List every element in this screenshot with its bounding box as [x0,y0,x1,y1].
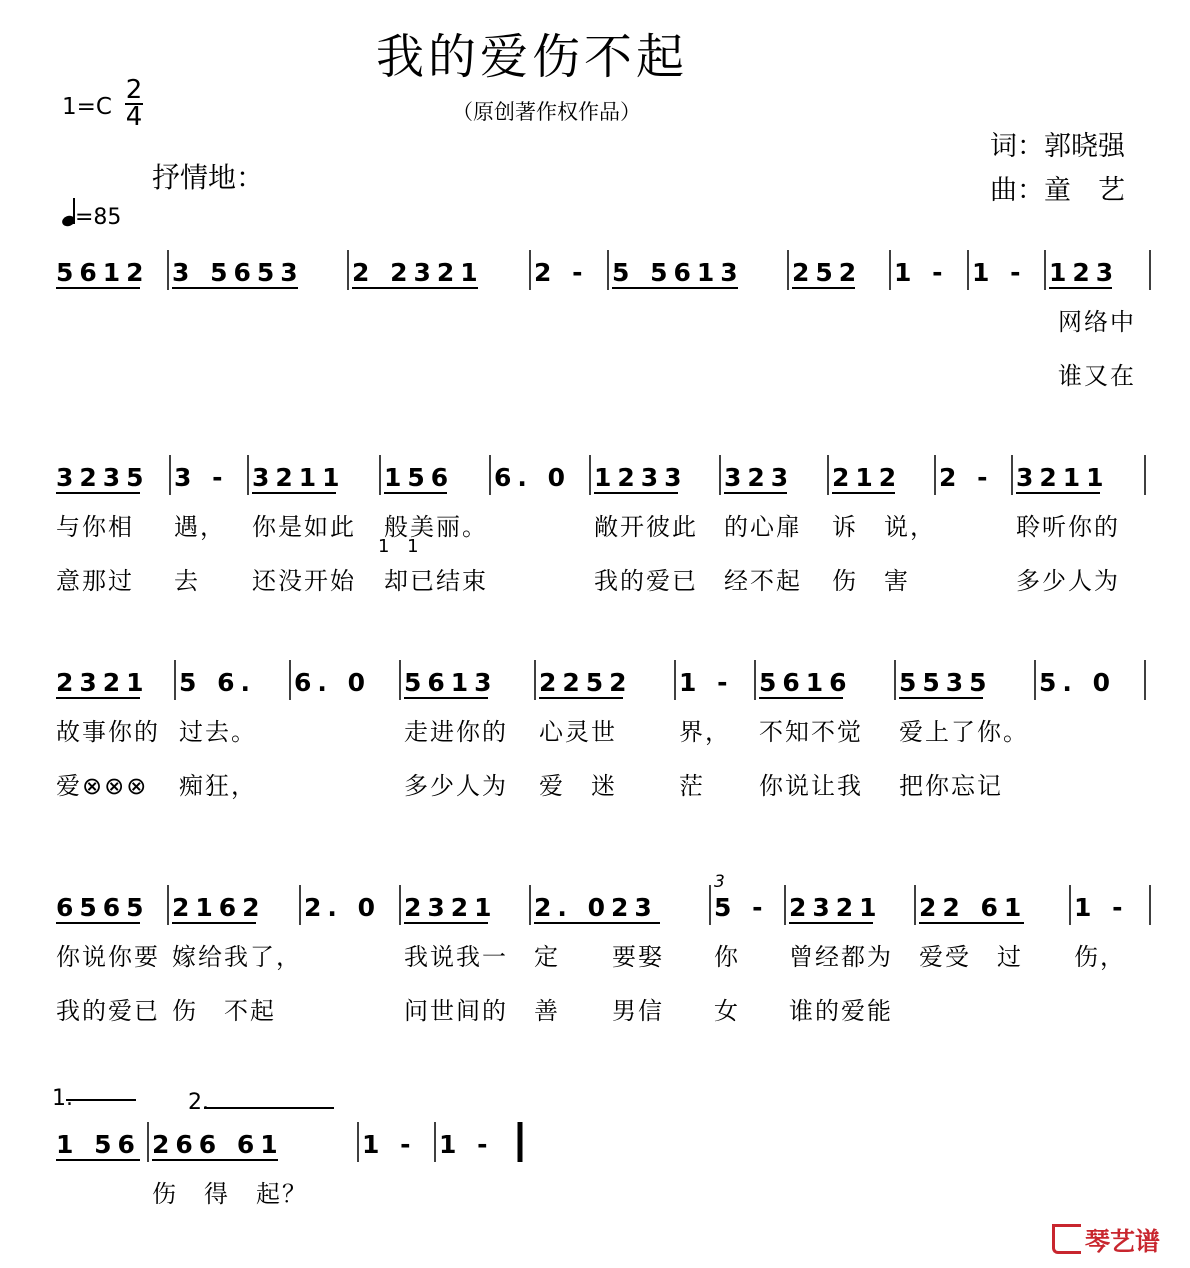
lyric-verse-2: 伤 害 [832,567,910,595]
measure-notes: 22 61 [919,893,1028,922]
lyric-verse-2: 善 男信 [534,997,664,1025]
lyric-verse-2: 多少人为 [404,772,508,800]
lyric-verse-1: 与你相 [56,513,134,541]
lyric-verse-1: 不知不觉 [759,718,863,746]
measure-notes: 1 56 [56,1130,141,1159]
measure-notes: 2 2321 [352,258,484,287]
tempo-value: =85 [75,205,122,230]
lyric-verse-2: 谁又在 [1058,362,1136,390]
score-row-4 [0,885,1190,1025]
tuplet-mark: 3 [714,872,725,892]
logo-mark-icon [1052,1224,1081,1254]
lyric-verse-2: 茫 [679,772,705,800]
composer-credit: 曲：童 艺 [990,175,1125,206]
measure-notes: 1 - [679,668,734,697]
song-subtitle: （原创著作权作品） [452,100,641,124]
measure-notes: 3 - [174,463,229,492]
lyric-verse-1: 网络中 [1058,308,1136,336]
lyric-verse-1: 你 [714,943,740,971]
measure-notes: 2321 [789,893,883,922]
measure-notes: 5 - [714,893,769,922]
lyric-verse-2: 去 [174,567,200,595]
first-ending-label: 1. [52,1086,73,1111]
second-ending-label: 2. [188,1090,209,1115]
lyric-verse-1: 聆听你的 [1016,513,1120,541]
measure-notes: 5535 [899,668,993,697]
measure-notes: 3 5653 [172,258,304,287]
lyric-verse-1: 心灵世 [539,718,617,746]
measure-notes: 1 - [1074,893,1129,922]
measure-notes: 2. 0 [304,893,381,922]
lyric-verse-2: 痴狂， [179,772,257,800]
measure-notes: 323 [724,463,795,492]
grace-notes: 1 1 [378,536,425,557]
time-signature-top: 2 [125,75,143,105]
lyric-verse-2: 问世间的 [404,997,508,1025]
lyric-verse-1: 故事你的 [56,718,160,746]
measure-notes: 2321 [404,893,498,922]
key-signature: 1=C [62,94,112,120]
time-signature-bottom: 4 [125,102,143,132]
lyric-verse-2: 爱 迷 [539,772,617,800]
measure-notes: 6565 [56,893,150,922]
measure-notes: 1 - [362,1130,417,1159]
watermark-logo [1052,1222,1160,1258]
lyric-verse-2: 爱⊗⊗⊗ [56,772,149,800]
lyric-verse-2: 女 [714,997,740,1025]
lyric-verse-1: 走进你的 [404,718,508,746]
measure-notes: 156 [384,463,455,492]
measure-notes: 3211 [1016,463,1110,492]
measure-notes: 5 6. [179,668,256,697]
lyric-verse-1: 诉 说， [832,513,936,541]
score-row-5 [0,1122,1190,1208]
measure-notes: 252 [792,258,863,287]
measure-notes: 266 61 [152,1130,284,1159]
lyric-verse-1: 伤， [1074,943,1126,971]
lyric-verse-1: 我说我一 [404,943,508,971]
tempo-mark [62,198,121,230]
lyric-verse-1: 过去。 [179,718,257,746]
measure-notes: 6. 0 [294,668,371,697]
lyric-verse-1: 嫁给我了， [172,943,302,971]
measure-notes: 5. 0 [1039,668,1116,697]
measure-notes: 2 - [939,463,994,492]
measure-notes: 2162 [172,893,266,922]
measure-notes: 2252 [539,668,633,697]
lyric-verse-1: 你是如此 [252,513,356,541]
lyric-verse-1: 曾经都为 [789,943,893,971]
lyric-verse-1: 的心扉 [724,513,802,541]
measure-notes: 5612 [56,258,150,287]
measure-notes: 212 [832,463,903,492]
song-title: 我的爱伤不起 [376,29,689,85]
measure-notes: 5616 [759,668,853,697]
lyric-verse-1: 界， [679,718,731,746]
score-row-3 [0,660,1190,800]
lyric-verse-1: 伤 得 起？ [152,1180,308,1208]
measure-notes: 2 - [534,258,589,287]
lyricist-credit: 词：郭晓强 [990,131,1125,162]
lyric-verse-2: 多少人为 [1016,567,1120,595]
quarter-note-icon [62,205,75,230]
score-row-1 [0,250,1190,390]
measure-notes: 3235 [56,463,150,492]
time-signature [124,75,144,132]
lyric-verse-1: 你说你要 [56,943,160,971]
lyric-verse-1: 定 要娶 [534,943,664,971]
lyric-verse-2: 我的爱已 [56,997,160,1025]
measure-notes: 2. 023 [534,893,658,922]
measure-notes: 6. 0 [494,463,571,492]
measure-notes: 1 - [894,258,949,287]
expression-mark: 抒情地： [152,161,265,194]
lyric-verse-2: 意那过 [56,567,134,595]
lyric-verse-1: 爱上了你。 [899,718,1029,746]
measure-notes: 5 5613 [612,258,744,287]
measure-notes: 5613 [404,668,498,697]
score-row-2 [0,455,1190,595]
first-ending-line [66,1099,136,1101]
lyric-verse-1: 遇， [174,513,226,541]
measure-notes: 123 [1049,258,1120,287]
lyric-verse-2: 经不起 [724,567,802,595]
lyric-verse-1: 敞开彼此 [594,513,698,541]
lyric-verse-2: 却已结束 [384,567,488,595]
watermark-text: 琴艺谱 [1085,1227,1161,1256]
lyric-verse-1: 爱受 过 [919,943,1023,971]
lyric-verse-2: 还没开始 [252,567,356,595]
lyric-verse-2: 把你忘记 [899,772,1003,800]
second-ending-line [204,1107,334,1109]
measure-notes: 1 - [439,1130,494,1159]
lyric-verse-2: 你说让我 [759,772,863,800]
measure-notes: 1233 [594,463,688,492]
measure-notes: 3211 [252,463,346,492]
lyric-verse-2: 谁的爱能 [789,997,893,1025]
lyric-verse-1: 般美丽。 [384,513,488,541]
measure-notes: 1 - [972,258,1027,287]
measure-notes: 2321 [56,668,150,697]
lyric-verse-2: 我的爱已 [594,567,698,595]
lyric-verse-2: 伤 不起 [172,997,276,1025]
